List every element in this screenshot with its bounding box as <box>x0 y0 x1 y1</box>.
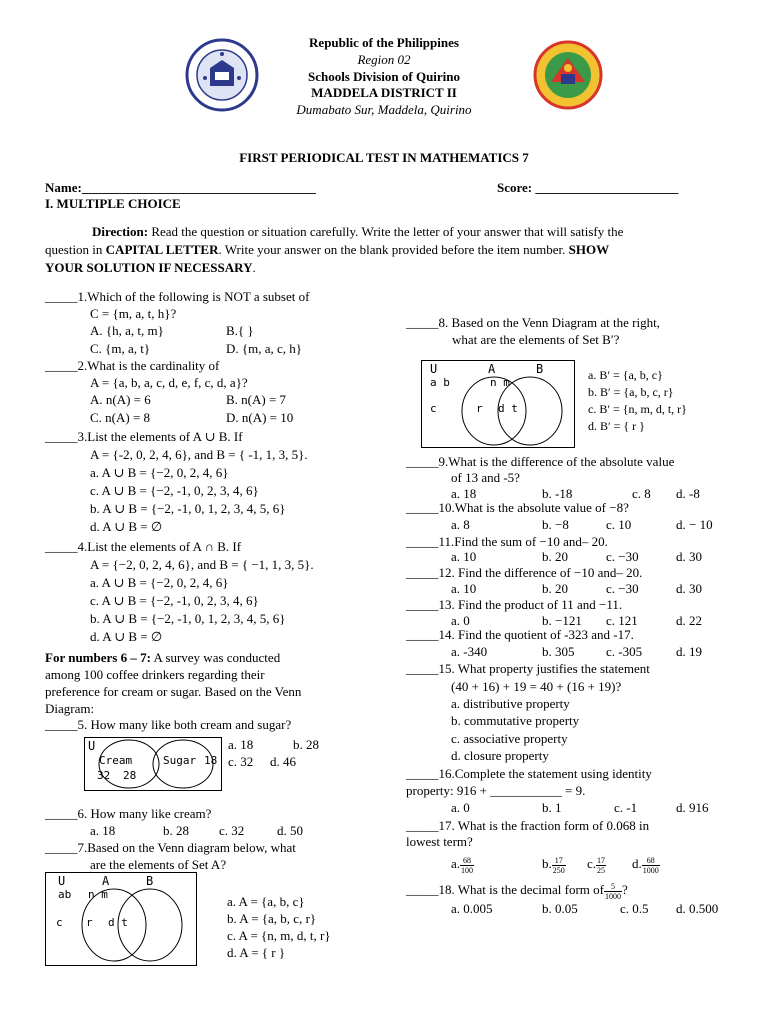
question-9-sub: of 13 and -5? <box>451 470 520 485</box>
q17-option-d: d. $\frac{68}{1000}$ <box>632 855 659 875</box>
question-13: _____13. Find the product of 11 and −11. <box>406 597 623 612</box>
venn7-intersection-elements: d t <box>108 916 128 929</box>
venn5-sugar-only-count: 18 <box>204 754 218 767</box>
direction-line-2: question in CAPITAL LETTER. Write your answer on the blank provided before the item number. SHOW <box>45 242 610 257</box>
q18-option-c: c. 0.5 <box>620 901 649 916</box>
venn-diagram-cream-sugar <box>84 737 222 791</box>
q8-option-b: b. B′ = {a, b, c, r} <box>588 385 674 399</box>
q4-option-d: d. A ∪ B = ∅ <box>90 629 163 644</box>
venn8-set-b-label: B <box>536 362 544 376</box>
q13-option-c: c. 121 <box>606 613 638 628</box>
question-3: _____3.List the elements of A ∪ B. If <box>45 429 243 444</box>
q7-option-d: d. A = { r } <box>227 945 286 960</box>
q6-option-b: b. 28 <box>163 823 189 838</box>
q3-option-d: d. A ∪ B = ∅ <box>90 519 163 534</box>
q13-option-b: b. −121 <box>542 613 582 628</box>
q7-option-a: a. A = {a, b, c} <box>227 894 305 909</box>
q4-option-b: b. A ∪ B = {−2, -1, 0, 1, 2, 3, 4, 5, 6} <box>90 611 286 626</box>
q11-option-b: b. 20 <box>542 549 568 564</box>
venn5-cream-only-count: 32 <box>97 769 111 782</box>
venn8-set-a-elements: n m <box>490 376 510 389</box>
q11-option-c: c. −30 <box>606 549 639 564</box>
q2-option-c: C. n(A) = 8 <box>90 410 151 425</box>
question-8-sub: what are the elements of Set B′? <box>452 332 620 347</box>
question-2-set: A = {a, b, a, c, d, e, f, c, d, a}? <box>90 375 248 390</box>
q12-option-d: d. 30 <box>676 581 702 596</box>
name-field[interactable]: Name:____________________________________ <box>45 180 316 195</box>
venn-diagram-set-b <box>421 360 575 448</box>
venn7-element-c: c <box>56 916 63 929</box>
q1-option-c: C. {m, a, t} <box>90 341 151 356</box>
survey-intro-4: Diagram: <box>45 701 95 716</box>
venn7-set-b-label: B <box>146 874 154 888</box>
question-5: _____5. How many like both cream and sugar? <box>45 717 292 732</box>
q10-option-d: d. − 10 <box>676 517 713 532</box>
question-15: _____15. What property justifies the statement <box>406 661 650 676</box>
q13-option-a: a. 0 <box>451 613 470 628</box>
q17-option-b: b. $\frac{17}{250}$ <box>542 855 565 875</box>
direction-line-3: YOUR SOLUTION IF NECESSARY. <box>45 260 256 275</box>
venn7-set-a-elements: n m <box>88 888 108 901</box>
venn8-set-a-label: A <box>488 362 496 376</box>
q5-option-c: c. 32 <box>228 754 254 769</box>
q15-option-d: d. closure property <box>451 748 549 763</box>
q1-option-b: B.{ } <box>226 323 254 338</box>
q12-option-a: a. 10 <box>451 581 477 596</box>
q18-option-b: b. 0.05 <box>542 901 578 916</box>
venn8-element-c: c <box>430 402 437 415</box>
q17-option-c: c. $\frac{17}{25}$ <box>587 855 606 875</box>
question-16-statement: property: 916 + ___________ = 9. <box>406 783 586 798</box>
question-1-set: C = {m, a, t, h}? <box>90 306 177 321</box>
question-3-set: A = {-2, 0, 2, 4, 6}, and B = { -1, 1, 3, 5}. <box>90 447 308 462</box>
q13-option-d: d. 22 <box>676 613 702 628</box>
q10-option-c: c. 10 <box>606 517 632 532</box>
venn7-set-a-label: A <box>102 874 110 888</box>
q18-option-d: d. 0.500 <box>676 901 719 916</box>
survey-intro-3: preference for cream or sugar. Based on the Venn <box>45 684 302 699</box>
venn8-element-r: r <box>476 402 483 415</box>
q9-option-b: b. -18 <box>542 486 573 501</box>
q18-option-a: a. 0.005 <box>451 901 493 916</box>
question-7: _____7.Based on the Venn diagram below, what <box>45 840 296 855</box>
question-10: _____10.What is the absolute value of −8? <box>406 500 629 515</box>
q1-option-a: A. {h, a, t, m} <box>90 323 164 338</box>
venn5-sugar-label: Sugar <box>163 754 197 767</box>
q8-option-c: c. B′ = {n, m, d, t, r} <box>588 402 687 416</box>
q14-option-d: d. 19 <box>676 644 702 659</box>
q9-option-a: a. 18 <box>451 486 477 501</box>
q14-option-a: a. -340 <box>451 644 488 659</box>
section-heading: I. MULTIPLE CHOICE <box>45 196 181 211</box>
question-7-sub: are the elements of Set A? <box>90 857 227 872</box>
question-9: _____9.What is the difference of the absolute value <box>406 454 675 469</box>
q7-option-c: c. A = {n, m, d, t, r} <box>227 928 331 943</box>
venn8-universal-label: U <box>430 362 438 376</box>
venn7-universal-label: U <box>58 874 66 888</box>
venn5-universal-label: U <box>88 739 96 753</box>
question-1: _____1.Which of the following is NOT a subset of <box>45 289 310 304</box>
question-17: _____17. What is the fraction form of 0.068 in <box>406 818 650 833</box>
q4-option-c: c. A ∪ B = {−2, -1, 0, 2, 3, 4, 6} <box>90 593 259 608</box>
q16-option-a: a. 0 <box>451 800 470 815</box>
q15-option-c: c. associative property <box>451 731 568 746</box>
q9-option-d: d. -8 <box>676 486 700 501</box>
q10-option-a: a. 8 <box>451 517 470 532</box>
q2-option-d: D. n(A) = 10 <box>226 410 294 425</box>
venn8-intersection-elements: d t <box>498 402 518 415</box>
q16-option-d: d. 916 <box>676 800 709 815</box>
q15-option-b: b. commutative property <box>451 713 580 728</box>
q5-option-b: b. 28 <box>293 737 319 752</box>
question-4: _____4.List the elements of A ∩ B. If <box>45 539 242 554</box>
q9-option-c: c. 8 <box>632 486 651 501</box>
republic-heading: Republic of the Philippines <box>309 35 459 50</box>
question-18: _____18. What is the decimal form of $\frac{5}{1000}$ ? <box>406 881 628 901</box>
score-field[interactable]: Score: ______________________ <box>497 180 679 195</box>
q1-option-d: D. {m, a, c, h} <box>226 341 303 356</box>
question-4-set: A = {−2, 0, 2, 4, 6}, and B = { −1, 1, 3, 5}. <box>90 557 314 572</box>
q5-option-d: d. 46 <box>270 754 296 769</box>
q15-option-a: a. distributive property <box>451 696 570 711</box>
q16-option-b: b. 1 <box>542 800 562 815</box>
question-2: _____2.What is the cardinality of <box>45 358 220 373</box>
venn7-outside-elements: ab <box>58 888 72 901</box>
survey-intro-1: For numbers 6 – 7: A survey was conducted <box>45 650 281 665</box>
q6-option-d: d. 50 <box>277 823 303 838</box>
q17-option-a: a. $\frac{68}{100}$ <box>451 855 474 875</box>
q12-option-b: b. 20 <box>542 581 568 596</box>
test-title: FIRST PERIODICAL TEST IN MATHEMATICS 7 <box>239 150 529 165</box>
question-15-statement: (40 + 16) + 19 = 40 + (16 + 19)? <box>451 679 622 694</box>
region-heading: Region 02 <box>357 52 411 67</box>
question-6: _____6. How many like cream? <box>45 806 212 821</box>
q5-option-a: a. 18 <box>228 737 254 752</box>
question-12: _____12. Find the difference of −10 and– 20. <box>406 565 643 580</box>
question-11: _____11.Find the sum of −10 and– 20. <box>406 534 608 549</box>
q3-option-c: c. A ∪ B = {−2, -1, 0, 2, 3, 4, 6} <box>90 483 259 498</box>
venn-diagram-set-a <box>45 872 197 966</box>
q3-option-b: b. A ∪ B = {−2, -1, 0, 1, 2, 3, 4, 5, 6} <box>90 501 286 516</box>
venn8-outside-elements: a b <box>430 376 450 389</box>
question-8: _____8. Based on the Venn Diagram at the right, <box>406 315 660 330</box>
direction-line-1: Direction: Read the question or situation carefully. Write the letter of your answer that will satisfy the <box>92 224 624 239</box>
question-17-sub: lowest term? <box>406 834 473 849</box>
venn5-both-count: 28 <box>123 769 137 782</box>
q2-option-b: B. n(A) = 7 <box>226 392 287 407</box>
q8-option-a: a. B′ = {a, b, c} <box>588 368 663 382</box>
q14-option-b: b. 305 <box>542 644 575 659</box>
q6-option-c: c. 32 <box>219 823 245 838</box>
q14-option-c: c. -305 <box>606 644 643 659</box>
q8-option-d: d. B′ = { r } <box>588 419 645 433</box>
q4-option-a: a. A ∪ B = {−2, 0, 2, 4, 6} <box>90 575 229 590</box>
q11-option-d: d. 30 <box>676 549 702 564</box>
q16-option-c: c. -1 <box>614 800 638 815</box>
q3-option-a: a. A ∪ B = {−2, 0, 2, 4, 6} <box>90 465 229 480</box>
district-heading: MADDELA DISTRICT II <box>311 85 457 100</box>
venn5-cream-label: Cream <box>99 754 133 767</box>
q10-option-b: b. −8 <box>542 517 569 532</box>
q2-option-a: A. n(A) = 6 <box>90 392 151 407</box>
division-heading: Schools Division of Quirino <box>307 69 461 84</box>
question-14: _____14. Find the quotient of -323 and -17. <box>406 627 634 642</box>
address-heading: Dumabato Sur, Maddela, Quirino <box>296 102 472 117</box>
q7-option-b: b. A = {a, b, c, r} <box>227 911 317 926</box>
question-16: _____16.Complete the statement using identity <box>406 766 652 781</box>
q12-option-c: c. −30 <box>606 581 639 596</box>
venn7-element-r: r <box>86 916 93 929</box>
survey-intro-2: among 100 coffee drinkers regarding their <box>45 667 265 682</box>
q11-option-a: a. 10 <box>451 549 477 564</box>
q6-option-a: a. 18 <box>90 823 116 838</box>
